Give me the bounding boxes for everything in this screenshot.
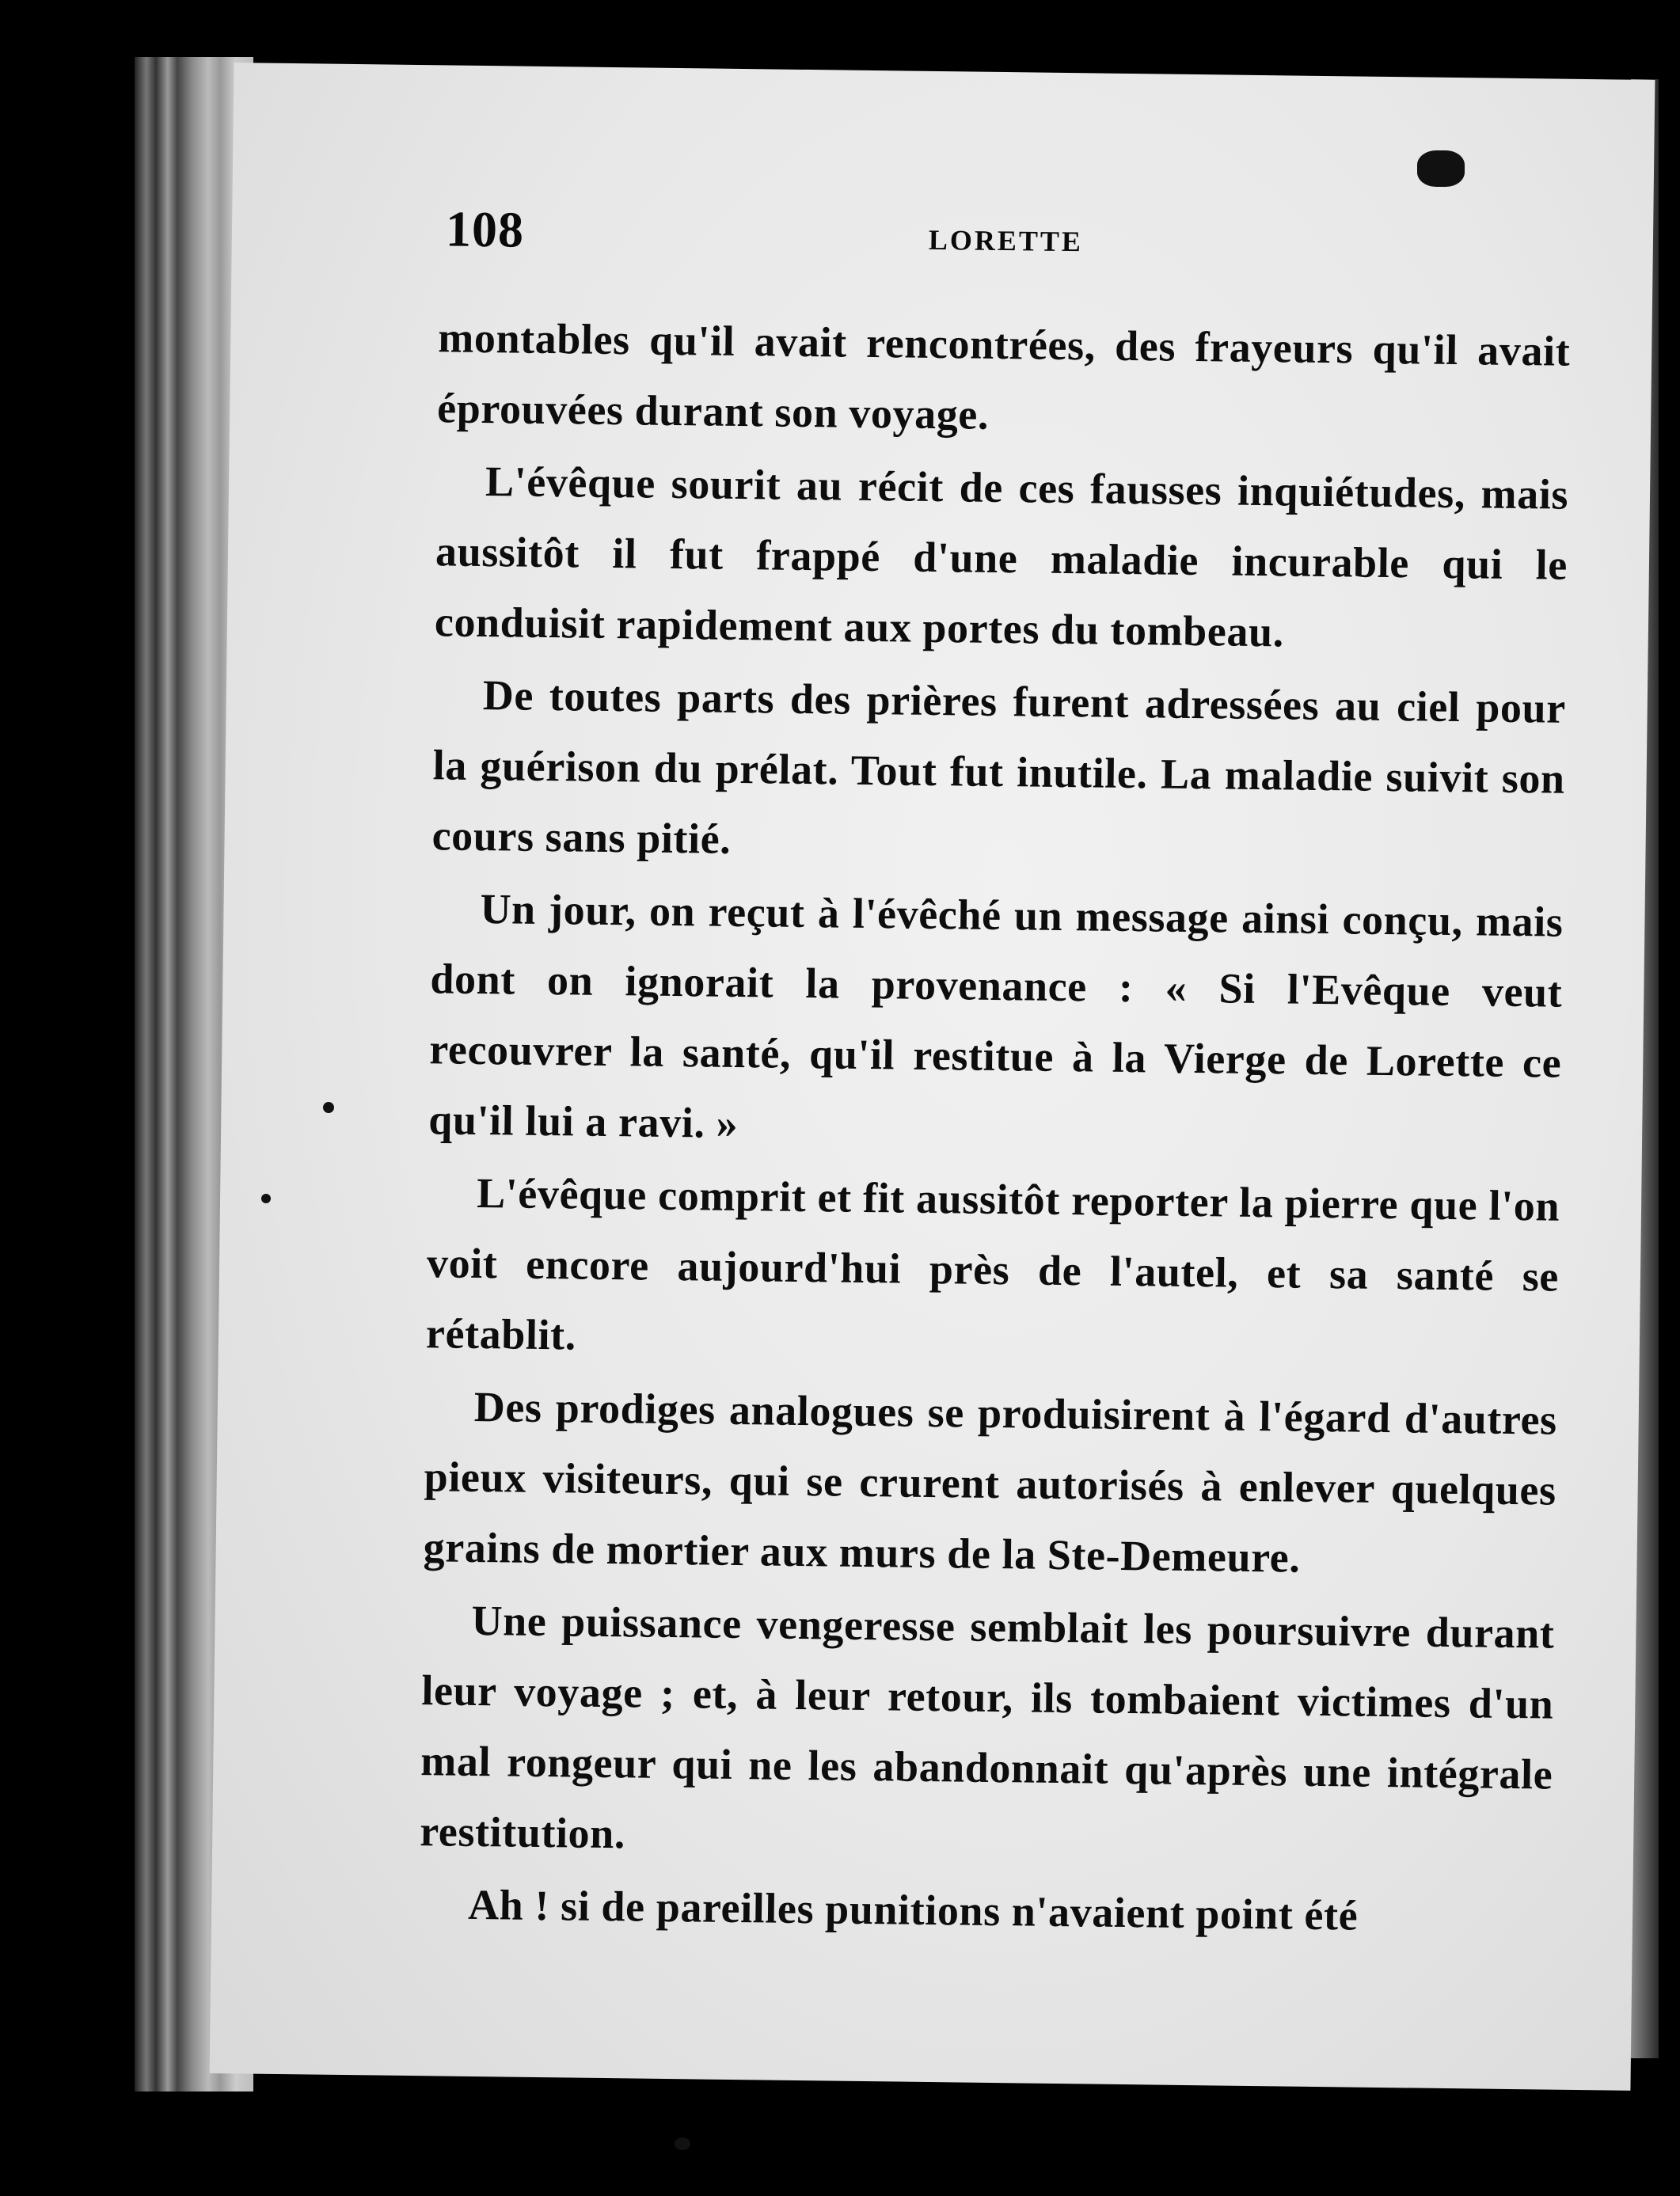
- running-title: LORETTE: [928, 223, 1084, 258]
- scan-speck: [261, 1194, 271, 1203]
- scan-speck: [1417, 150, 1465, 187]
- book-page: [210, 63, 1655, 2091]
- paragraph: Des prodiges analogues se produisirent à l'égard d'autres pieux visiteurs, qui se crurent autorisés à enlever quelques grains de mortier aux murs de la Ste-Demeure.: [423, 1382, 1558, 1582]
- paragraph-continuation: montables qu'il avait rencontrées, des frayeurs qu'il avait éprouvées durant son voyage.: [436, 313, 1571, 439]
- paragraph: L'évêque sourit au récit de ces fausses inquiétudes, mais aussitôt il fut frappé d'une maladie incurable qui le conduisit rapidement aux portes du tombeau.: [434, 458, 1569, 656]
- paragraph-truncated: Ah ! si de pareilles punitions n'avaient point été: [467, 1880, 1359, 1940]
- body-text: [419, 302, 1571, 1955]
- scan-speck: [323, 1102, 334, 1113]
- paragraph: Un jour, on reçut à l'évêché un message ainsi conçu, mais dont on ignorait la provenance : « Si l'Evêque veut recouvrer la santé, qu'il restitue à la Vierge de Lorette ce qu'il lui a ravi. »: [428, 885, 1564, 1148]
- running-head: [446, 199, 1634, 277]
- paragraph: L'évêque comprit et fit aussitôt reporter la pierre que l'on voit encore aujourd'hui près de l'autel, et sa santé se rétablit.: [425, 1168, 1560, 1359]
- page-number: 108: [445, 200, 525, 258]
- paragraph: Une puissance vengeresse semblait les poursuivre durant leur voyage ; et, à leur retour, ils tombaient victimes d'un mal rongeur qui ne les abandonnait qu'après une intégrale restitution.: [419, 1596, 1555, 1858]
- paragraph: De toutes parts des prières furent adressées au ciel pour la guérison du prélat. Tout fut inutile. La maladie suivit son cours sans pitié.: [431, 671, 1567, 863]
- scan-speck: [675, 2137, 690, 2150]
